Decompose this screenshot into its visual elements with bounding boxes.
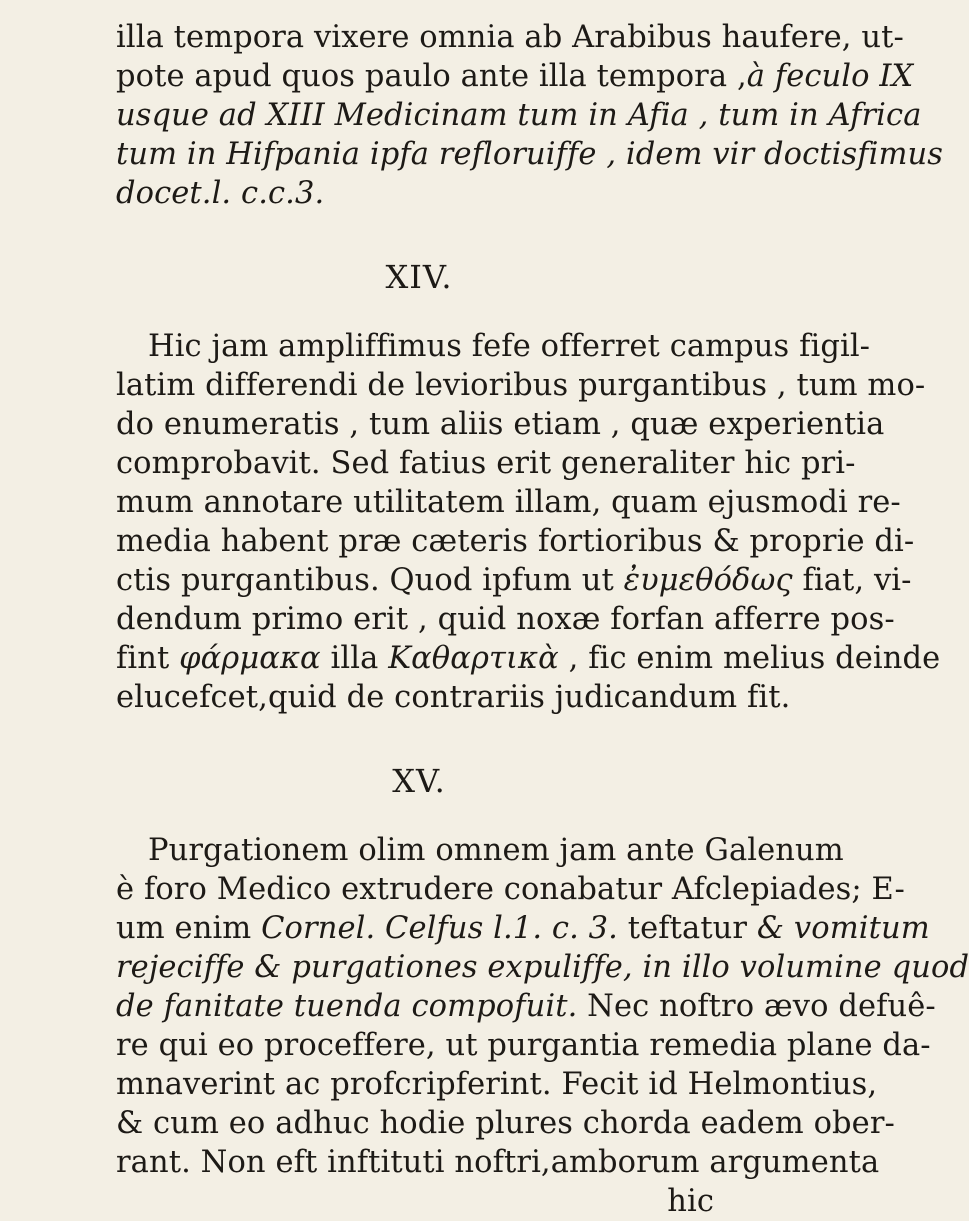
catchword: hic: [667, 1184, 714, 1219]
text-line: [116, 948, 969, 987]
text-line: [116, 18, 904, 57]
text-line: [116, 870, 905, 909]
text-line: [116, 522, 915, 561]
text-line: [116, 96, 922, 135]
text-run: Καθαρτικὰ: [388, 641, 559, 676]
section-heading-xv: XV.: [392, 762, 446, 800]
text-run: è foro Medico extrudere conabatur Afclepiades; E-: [116, 872, 905, 907]
section-heading-xiv: XIV.: [385, 258, 453, 296]
text-run: docet.l. c.c.3.: [116, 176, 325, 211]
text-run: & cum eo adhuc hodie plures chorda eadem ober-: [116, 1106, 895, 1141]
text-line: [116, 1065, 878, 1104]
text-run: um enim: [116, 911, 262, 946]
text-run: à feculo IX: [746, 59, 914, 94]
text-line: [116, 987, 936, 1026]
text-line: [116, 831, 844, 870]
text-run: Purgationem olim omnem jam ante Galenum: [148, 833, 844, 868]
text-line: [116, 57, 914, 96]
text-run: Cornel. Celfus l.1. c. 3.: [261, 911, 618, 946]
text-run: elucefcet,quid de contrariis judicandum fit.: [116, 680, 791, 715]
text-line: [116, 135, 944, 174]
text-run: & vomitum: [756, 911, 930, 946]
text-run: latim differendi de levioribus purgantibus , tum mo-: [116, 368, 926, 403]
text-line: [116, 174, 722, 213]
text-line: [116, 405, 885, 444]
text-run: teftatur: [617, 911, 757, 946]
text-run: mnaverint ac profcripferint. Fecit id Helmontius,: [116, 1067, 878, 1102]
text-line: [116, 1104, 895, 1143]
text-run: media habent præ cæteris fortioribus & proprie di-: [116, 524, 915, 559]
text-line: [116, 639, 941, 678]
text-line: [116, 678, 791, 717]
text-line: [116, 561, 912, 600]
text-run: dendum primo erit , quid noxæ forfan afferre pos-: [116, 602, 895, 637]
text-run: Hic jam ampliffimus fefe offerret campus figil-: [148, 329, 871, 364]
text-run: re qui eo proceffere, ut purgantia remedia plane da-: [116, 1028, 931, 1063]
text-line: [116, 483, 901, 522]
text-line: [116, 366, 926, 405]
text-run: fint: [116, 641, 180, 676]
text-line: [116, 1026, 931, 1065]
text-run: de fanitate tuenda compofuit.: [116, 989, 578, 1024]
text-line: [116, 600, 895, 639]
text-run: φάρμακα: [179, 641, 321, 676]
text-run: mum annotare utilitatem illam, quam ejusmodi re-: [116, 485, 901, 520]
paragraph-section-xv: [116, 831, 969, 1182]
text-run: Nec noftro ævo defuê-: [577, 989, 936, 1024]
text-run: illa: [320, 641, 389, 676]
text-run: fiat, vi-: [792, 563, 912, 598]
text-run: , fic enim melius deinde: [558, 641, 941, 676]
text-run: usque ad XIII Medicinam tum in Afia , tum in Africa: [116, 98, 922, 133]
text-run: do enumeratis , tum aliis etiam , quæ experientia: [116, 407, 885, 442]
text-line: [116, 1143, 880, 1182]
text-line: [116, 909, 930, 948]
paragraph-intro: [116, 18, 944, 213]
text-run: tum in Hifpania ipfa refloruiffe , idem vir doctisfimus: [116, 137, 944, 172]
text-run: pote apud quos paulo ante illa tempora ,: [116, 59, 747, 94]
text-run: illa tempora vixere omnia ab Arabibus haufere, ut-: [116, 20, 904, 55]
text-run: rejeciffe & purgationes expuliffe, in illo volumine quod: [116, 950, 969, 985]
text-line: [116, 444, 856, 483]
text-run: ctis purgantibus. Quod ipfum ut: [116, 563, 624, 598]
text-run: rant. Non eft inftituti noftri,amborum argumenta: [116, 1145, 880, 1180]
text-run: comprobavit. Sed fatius erit generaliter hic pri-: [116, 446, 856, 481]
text-run: ἐυμεθόδως: [623, 563, 793, 598]
text-line: [116, 327, 871, 366]
paragraph-section-xiv: [116, 327, 941, 717]
